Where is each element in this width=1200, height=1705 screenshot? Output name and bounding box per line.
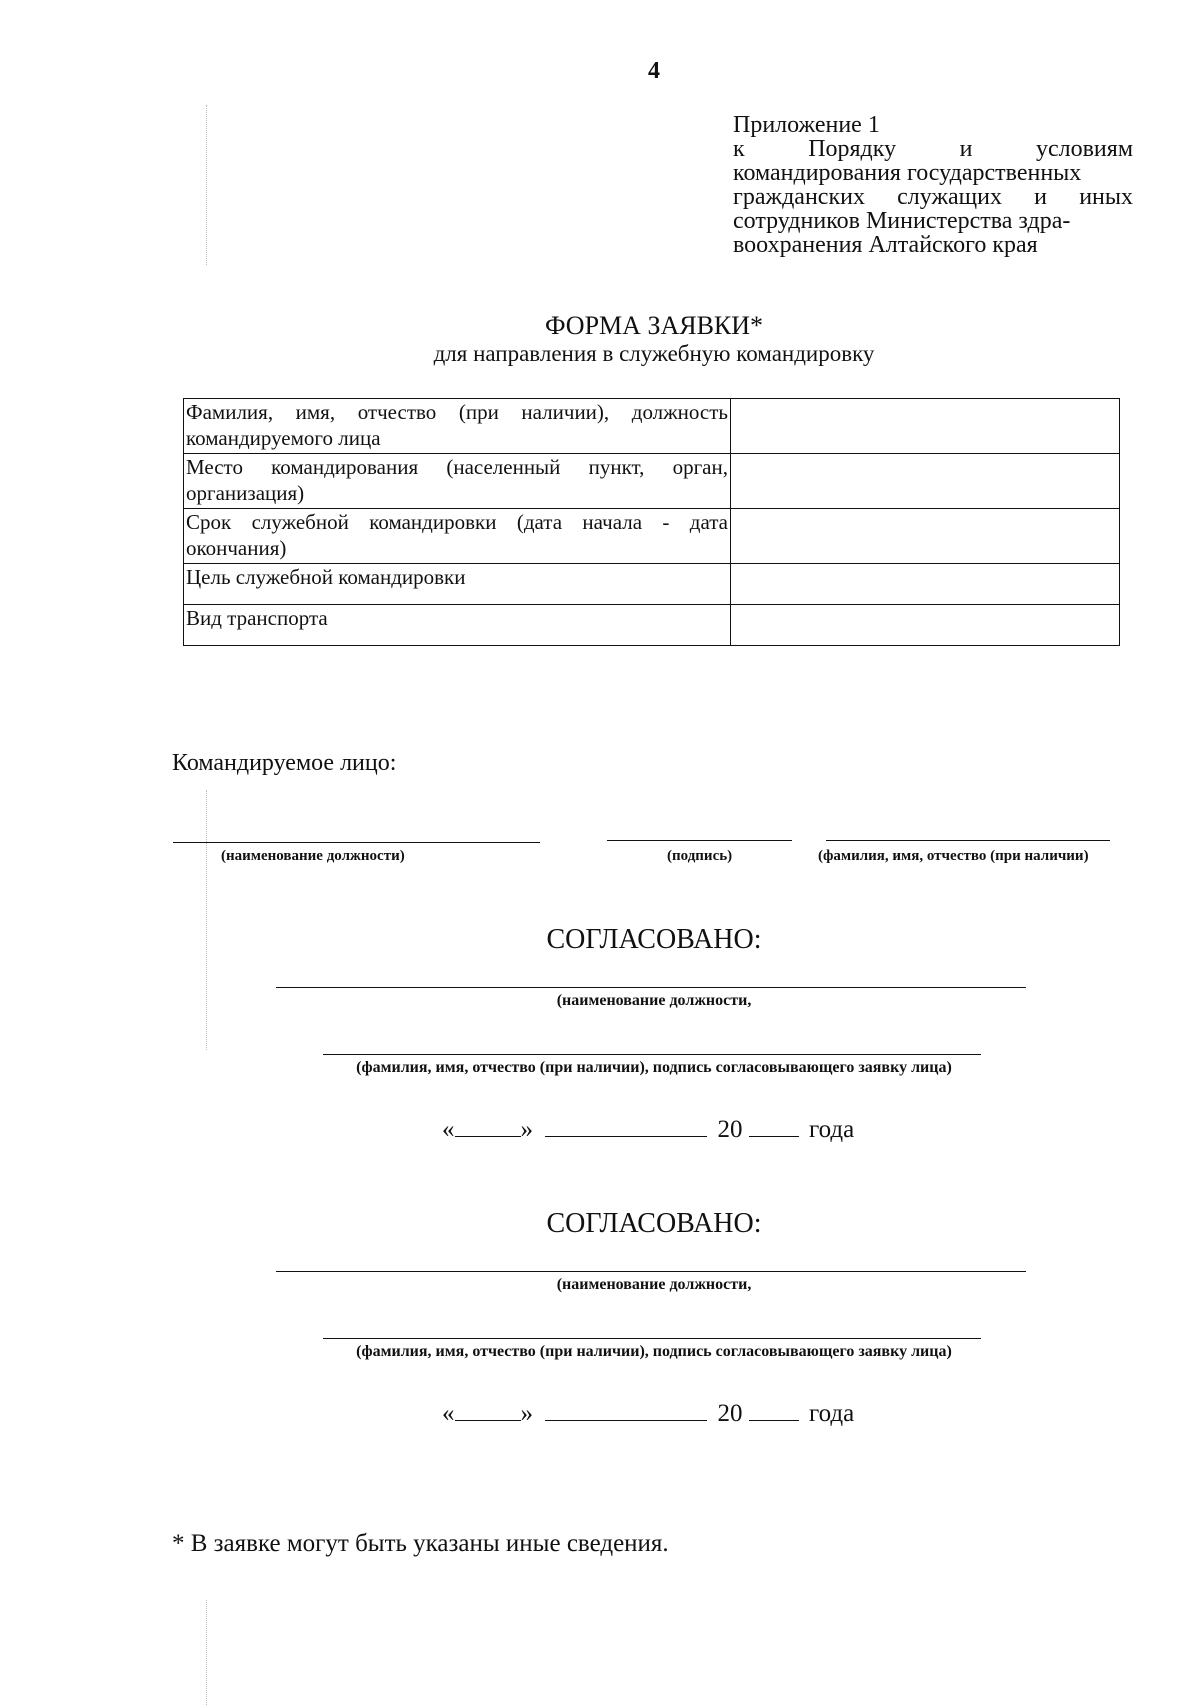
- year-century: 20: [717, 1116, 743, 1143]
- page-number: 4: [648, 58, 660, 84]
- annex-word: и: [1034, 184, 1048, 210]
- annex-word: Порядку: [808, 136, 897, 162]
- row-value-field[interactable]: [731, 399, 1120, 454]
- open-quote: «: [442, 1400, 455, 1427]
- row-value-field[interactable]: [731, 564, 1120, 605]
- year-century: 20: [717, 1400, 743, 1427]
- scan-artifact: [206, 790, 207, 1050]
- annex-block: [733, 113, 1133, 257]
- year-suffix: года: [809, 1116, 855, 1143]
- annex-line-5: сотрудников Министерства здра-: [733, 208, 1071, 234]
- approval-name-line[interactable]: [323, 1338, 981, 1339]
- row-value-field[interactable]: [731, 454, 1120, 509]
- approval-caption-position: (наименование должности,: [556, 992, 752, 1009]
- approval-heading: СОГЛАСОВАНО:: [546, 924, 762, 955]
- approval-heading: СОГЛАСОВАНО:: [546, 1208, 762, 1239]
- annex-word: к: [733, 136, 745, 162]
- approval-position-line[interactable]: [276, 1271, 1026, 1272]
- month-field[interactable]: [545, 1398, 707, 1421]
- approval-caption-name: (фамилия, имя, отчество (при наличии), подпись согласовывающего заявку лица): [356, 1343, 952, 1360]
- position-signature-line[interactable]: [173, 842, 540, 843]
- annex-word: условиям: [1035, 136, 1133, 162]
- row-label: Место командирования (населенный пункт, орган, организация): [184, 454, 731, 509]
- table-row: [184, 454, 1120, 509]
- table-row: [184, 564, 1120, 605]
- year-field[interactable]: [749, 1114, 799, 1137]
- footnote: * В заявке могут быть указаны иные сведения.: [172, 1530, 669, 1557]
- approval-date: [442, 1398, 854, 1428]
- close-quote: »: [520, 1400, 533, 1427]
- annex-word: служащих: [897, 184, 1002, 210]
- approval-date: [442, 1114, 854, 1144]
- year-suffix: года: [809, 1400, 855, 1427]
- annex-line-6: воохранения Алтайского края: [733, 232, 1038, 258]
- annex-line-2: [733, 137, 1133, 161]
- row-label: Срок служебной командировки (дата начала - дата окончания): [184, 509, 731, 564]
- month-field[interactable]: [545, 1114, 707, 1137]
- row-label: Цель служебной командировки: [184, 564, 731, 605]
- annex-line-4: [733, 185, 1133, 209]
- form-subtitle: для направления в служебную командировку: [433, 341, 875, 366]
- approval-name-line[interactable]: [323, 1054, 981, 1055]
- scan-artifact: [206, 1600, 207, 1705]
- annex-line-3: командирования государственных: [733, 160, 1082, 186]
- row-value-field[interactable]: [731, 605, 1120, 646]
- traveler-heading: Командируемое лицо:: [172, 750, 397, 776]
- annex-word: иных: [1079, 184, 1133, 210]
- close-quote: »: [520, 1116, 533, 1143]
- form-title: ФОРМА ЗАЯВКИ*: [544, 311, 764, 340]
- caption-name: (фамилия, имя, отчество (при наличии): [818, 848, 1089, 864]
- year-field[interactable]: [749, 1398, 799, 1421]
- name-signature-line[interactable]: [826, 840, 1110, 841]
- signature-line[interactable]: [607, 840, 792, 841]
- row-label: Фамилия, имя, отчество (при наличии), должность командируемого лица: [184, 399, 731, 454]
- row-value-field[interactable]: [731, 509, 1120, 564]
- application-form-table: [183, 398, 1120, 646]
- approval-caption-name: (фамилия, имя, отчество (при наличии), подпись согласовывающего заявку лица): [356, 1059, 952, 1076]
- day-field[interactable]: [455, 1398, 521, 1421]
- table-row: [184, 605, 1120, 646]
- caption-signature: (подпись): [667, 848, 733, 864]
- row-label: Вид транспорта: [184, 605, 731, 646]
- annex-word: и: [959, 136, 973, 162]
- annex-title: Приложение 1: [733, 112, 880, 138]
- table-row: [184, 399, 1120, 454]
- approval-position-line[interactable]: [276, 987, 1026, 988]
- day-field[interactable]: [455, 1114, 521, 1137]
- approval-caption-position: (наименование должности,: [556, 1276, 752, 1293]
- annex-word: гражданских: [733, 184, 865, 210]
- caption-position: (наименование должности): [221, 848, 405, 864]
- table-row: [184, 509, 1120, 564]
- open-quote: «: [442, 1116, 455, 1143]
- scan-artifact: [206, 105, 207, 265]
